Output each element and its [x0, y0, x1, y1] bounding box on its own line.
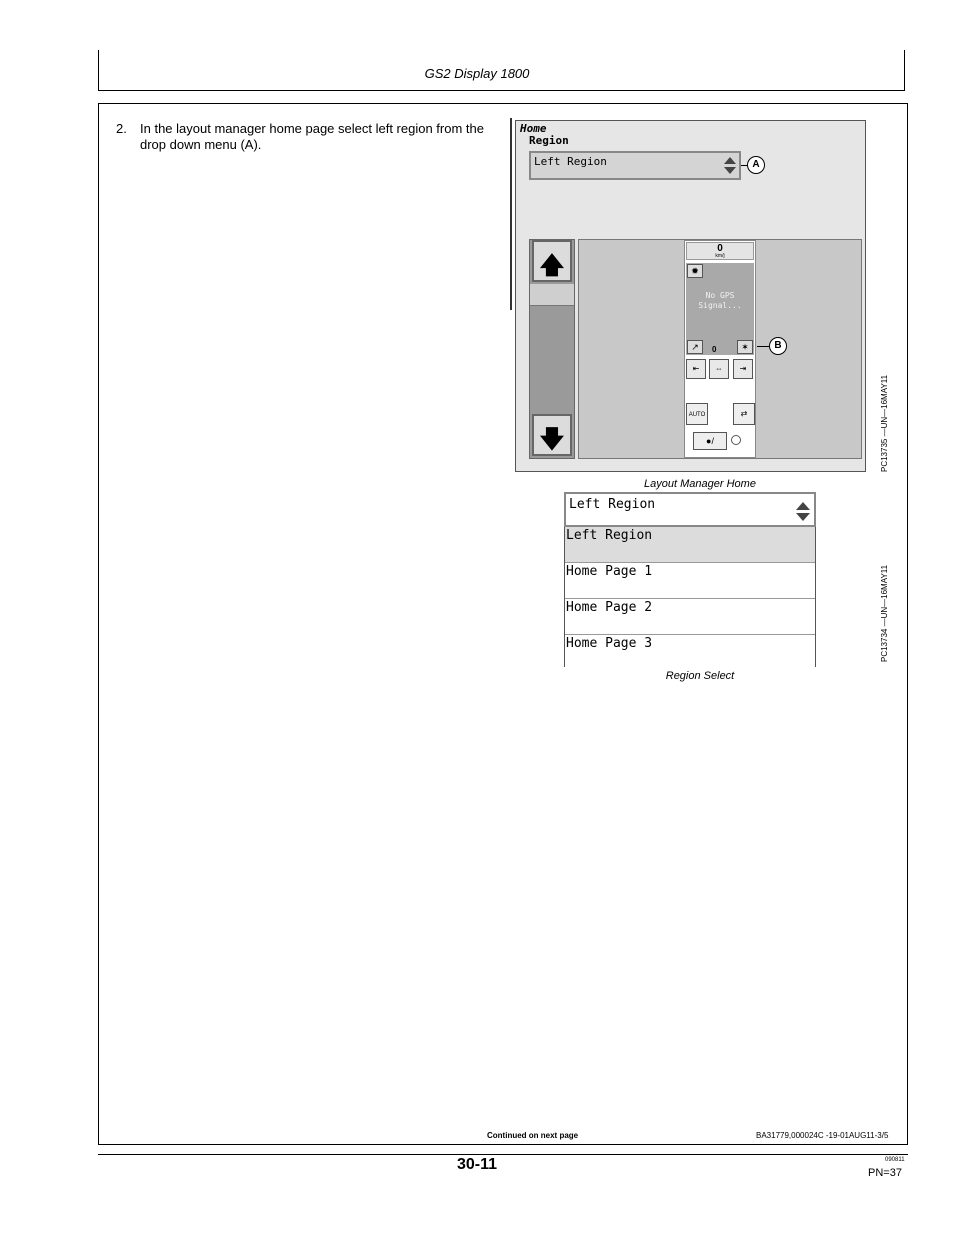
region-select-value: Left Region	[569, 497, 656, 512]
auto-steer-button[interactable]	[686, 403, 708, 425]
region-dropdown[interactable]	[529, 151, 741, 180]
map-zero-value: 0	[712, 345, 717, 354]
region-select-figure	[564, 492, 816, 667]
arrow-down-icon: 🡇	[539, 426, 565, 453]
arrow-up-icon: 🡅	[539, 252, 565, 279]
guidance-icon: ↗	[687, 340, 703, 354]
shift-right-button[interactable]: ⇥	[733, 359, 753, 379]
footer-rule	[98, 1154, 908, 1155]
track-shift-button[interactable]: ⇄	[733, 403, 755, 425]
figure1-caption: Layout Manager Home	[644, 478, 756, 490]
option-label: Home Page 2	[566, 600, 653, 615]
region-dropdown-value: Left Region	[534, 155, 607, 168]
option-label: Home Page 3	[566, 636, 653, 651]
option-left-region[interactable]	[565, 527, 815, 563]
map-view	[686, 263, 754, 355]
option-home-page-2[interactable]	[565, 599, 815, 635]
callout-b-line	[757, 346, 769, 347]
step-text: In the layout manager home page select left region from the drop down menu (A).	[140, 121, 484, 152]
page-header-title: GS2 Display 1800	[424, 66, 530, 81]
figure1-id: PC13735 —UN—16MAY11	[880, 374, 889, 472]
instruction-step	[116, 121, 496, 153]
scroll-thumb[interactable]	[530, 284, 574, 306]
pn-number: PN=37	[868, 1167, 902, 1179]
option-home-page-1[interactable]	[565, 563, 815, 599]
scroll-sidebar	[529, 239, 575, 459]
home-label: Home	[520, 122, 547, 135]
satellite-icon: ✹	[687, 264, 703, 278]
region-select-dropdown[interactable]	[564, 492, 816, 527]
option-label: Home Page 1	[566, 564, 653, 579]
settings-icon: ✶	[737, 340, 753, 354]
document-code: BA31779,000024C -19-01AUG11-3/5	[756, 1131, 889, 1140]
record-button[interactable]: ●/	[693, 432, 727, 450]
status-circle-icon	[731, 435, 741, 445]
speed-unit: km/j	[715, 253, 725, 259]
no-gps-line-1: No GPS	[705, 291, 735, 300]
speed-value: 0	[717, 243, 723, 254]
step-number: 2.	[116, 121, 127, 136]
center-button[interactable]: ⇔	[709, 359, 729, 379]
home-page-preview-area	[578, 239, 862, 459]
layout-manager-home-figure	[510, 118, 866, 474]
figure-edge-line	[510, 118, 512, 310]
option-label: Left Region	[566, 528, 653, 543]
scroll-up-button[interactable]	[532, 240, 572, 282]
no-gps-line-2: Signal...	[698, 301, 742, 310]
callout-b: B	[769, 337, 787, 355]
auto-label: AUTO	[688, 412, 706, 418]
page-number: 30-11	[456, 1156, 498, 1173]
region-options-list	[564, 527, 816, 667]
scroll-down-button[interactable]	[532, 414, 572, 456]
figure2-id: PC13734 —UN—16MAY11	[880, 564, 889, 662]
no-gps-message	[686, 291, 754, 311]
updown-arrows-icon	[724, 157, 736, 175]
option-home-page-3[interactable]	[565, 635, 815, 671]
updown-arrows-icon	[796, 502, 810, 522]
print-date-code: 090811	[885, 1157, 905, 1163]
continued-note: Continued on next page	[487, 1131, 579, 1140]
region-label: Region	[529, 134, 569, 147]
figure2-caption: Region Select	[665, 670, 735, 682]
left-region-preview[interactable]	[684, 240, 756, 458]
speed-readout	[686, 242, 754, 260]
screen-frame	[515, 120, 866, 472]
shift-left-button[interactable]: ⇤	[686, 359, 706, 379]
callout-a: A	[747, 156, 765, 174]
